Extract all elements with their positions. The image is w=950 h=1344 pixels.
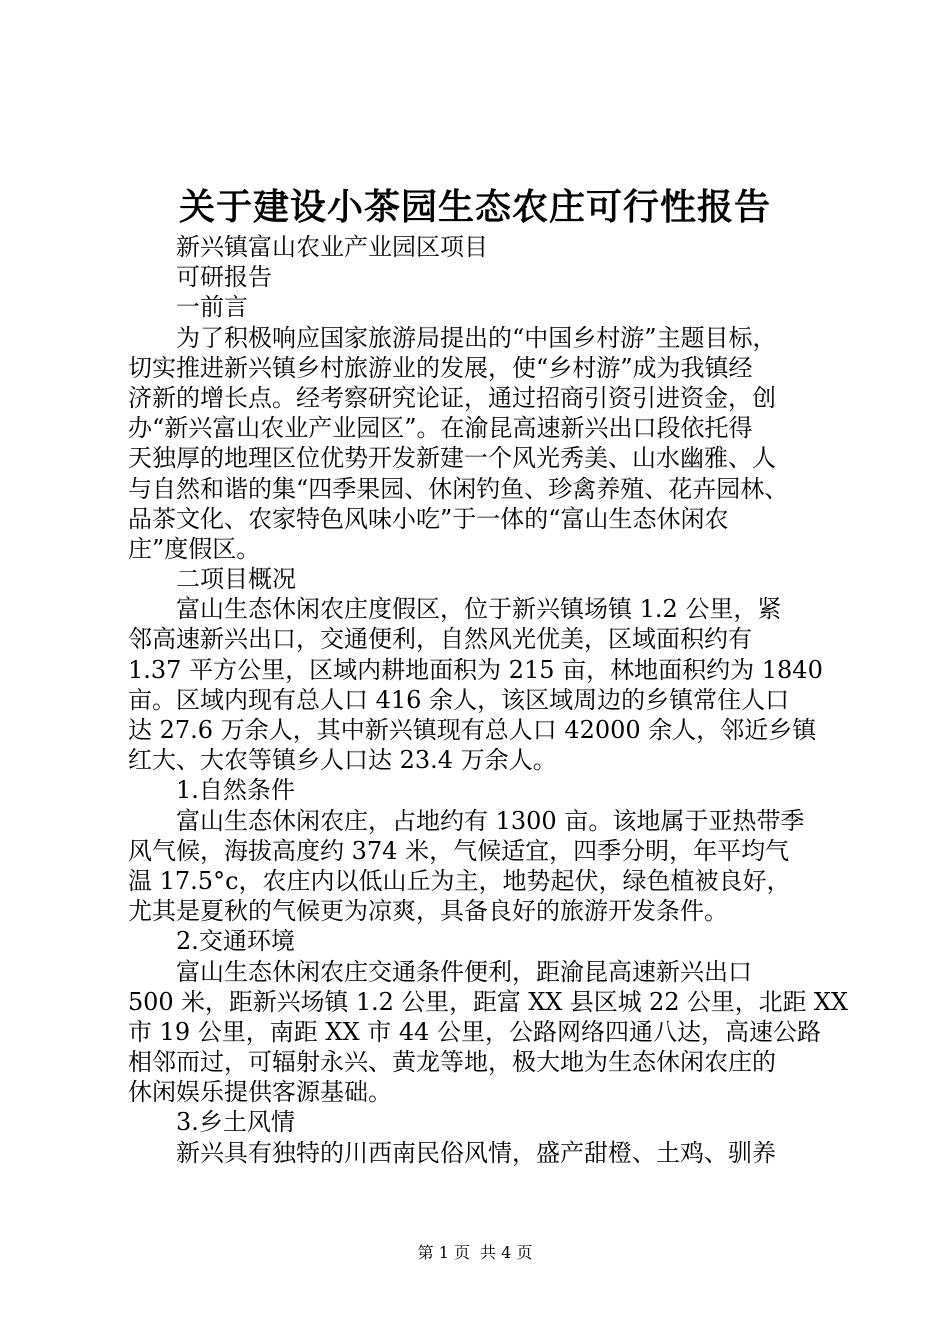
document-body xyxy=(128,232,848,1168)
text-line: 2.交通环境 xyxy=(176,927,295,956)
text-line: 二项目概况 xyxy=(176,565,296,594)
text-line: 品茶文化、农家特色风味小吃”于一体的“富山生态休闲农 xyxy=(128,504,729,533)
text-line: 济新的增长点。经考察研究论证，通过招商引资引进资金，创 xyxy=(128,383,776,412)
document-title: 关于建设小茶园生态农庄可行性报告 xyxy=(178,186,771,228)
text-line: 尤其是夏秋的气候更为凉爽，具备良好的旅游开发条件。 xyxy=(128,897,728,926)
page-total: 共 4 页 xyxy=(480,1243,533,1262)
text-line: 市 19 公里，南距 XX 市 44 公里，公路网络四通八达，高速公路 xyxy=(128,1017,822,1046)
text-line: 达 27.6 万余人，其中新兴镇现有总人口 42000 余人，邻近乡镇 xyxy=(128,716,817,744)
text-line: 休闲娱乐提供客源基础。 xyxy=(128,1078,392,1107)
text-line: 富山生态休闲农庄，占地约有 1300 亩。该地属于亚热带季 xyxy=(176,806,805,835)
text-line: 1.自然条件 xyxy=(176,776,295,805)
text-line: 为了积极响应国家旅游局提出的“中国乡村游”主题目标， xyxy=(176,323,777,352)
text-line: 温 17.5°c，农庄内以低山丘为主，地势起伏，绿色植被良好， xyxy=(128,866,791,895)
text-line: 新兴具有独特的川西南民俗风情，盛产甜橙、土鸡、驯养 xyxy=(176,1138,776,1167)
text-line: 亩。区域内现有总人口 416 余人，该区域周边的乡镇常住人口 xyxy=(128,685,790,714)
text-line: 庄”度假区。 xyxy=(128,534,261,563)
text-line: 风气候，海拔高度约 374 米，气候适宜，四季分明，年平均气 xyxy=(128,836,790,865)
text-line: 红大、大农等镇乡人口达 23.4 万余人。 xyxy=(128,746,557,775)
page-footer xyxy=(0,1242,950,1264)
text-line: 切实推进新兴镇乡村旅游业的发展，使“乡村游”成为我镇经 xyxy=(128,353,753,382)
text-line: 一前言 xyxy=(176,293,248,322)
text-line: 相邻而过，可辐射永兴、黄龙等地，极大地为生态休闲农庄的 xyxy=(128,1048,776,1077)
text-line: 可研报告 xyxy=(176,263,272,292)
text-line: 富山生态休闲农庄度假区，位于新兴镇场镇 1.2 公里，紧 xyxy=(176,595,782,624)
text-line: 新兴镇富山农业产业园区项目 xyxy=(176,233,488,261)
text-line: 500 米，距新兴场镇 1.2 公里，距富 XX 县区城 22 公里，北距 XX xyxy=(128,987,848,1016)
text-line: 天独厚的地理区位优势开发新建一个风光秀美、山水幽雅、人 xyxy=(128,444,776,473)
text-line: 3.乡土风情 xyxy=(176,1108,295,1137)
text-line: 富山生态休闲农庄交通条件便利，距渝昆高速新兴出口 xyxy=(176,957,752,986)
text-line: 邻高速新兴出口，交通便利，自然风光优美，区域面积约有 xyxy=(128,625,752,654)
text-line: 与自然和谐的集“四季果园、休闲钓鱼、珍禽养殖、花卉园林、 xyxy=(128,474,789,503)
text-line: 办“新兴富山农业产业园区”。在渝昆高速新兴出口段依托得 xyxy=(128,414,753,443)
text-line: 1.37 平方公里，区域内耕地面积为 215 亩，林地面积约为 1840 xyxy=(128,655,823,684)
page-number: 第 1 页 xyxy=(417,1243,470,1262)
